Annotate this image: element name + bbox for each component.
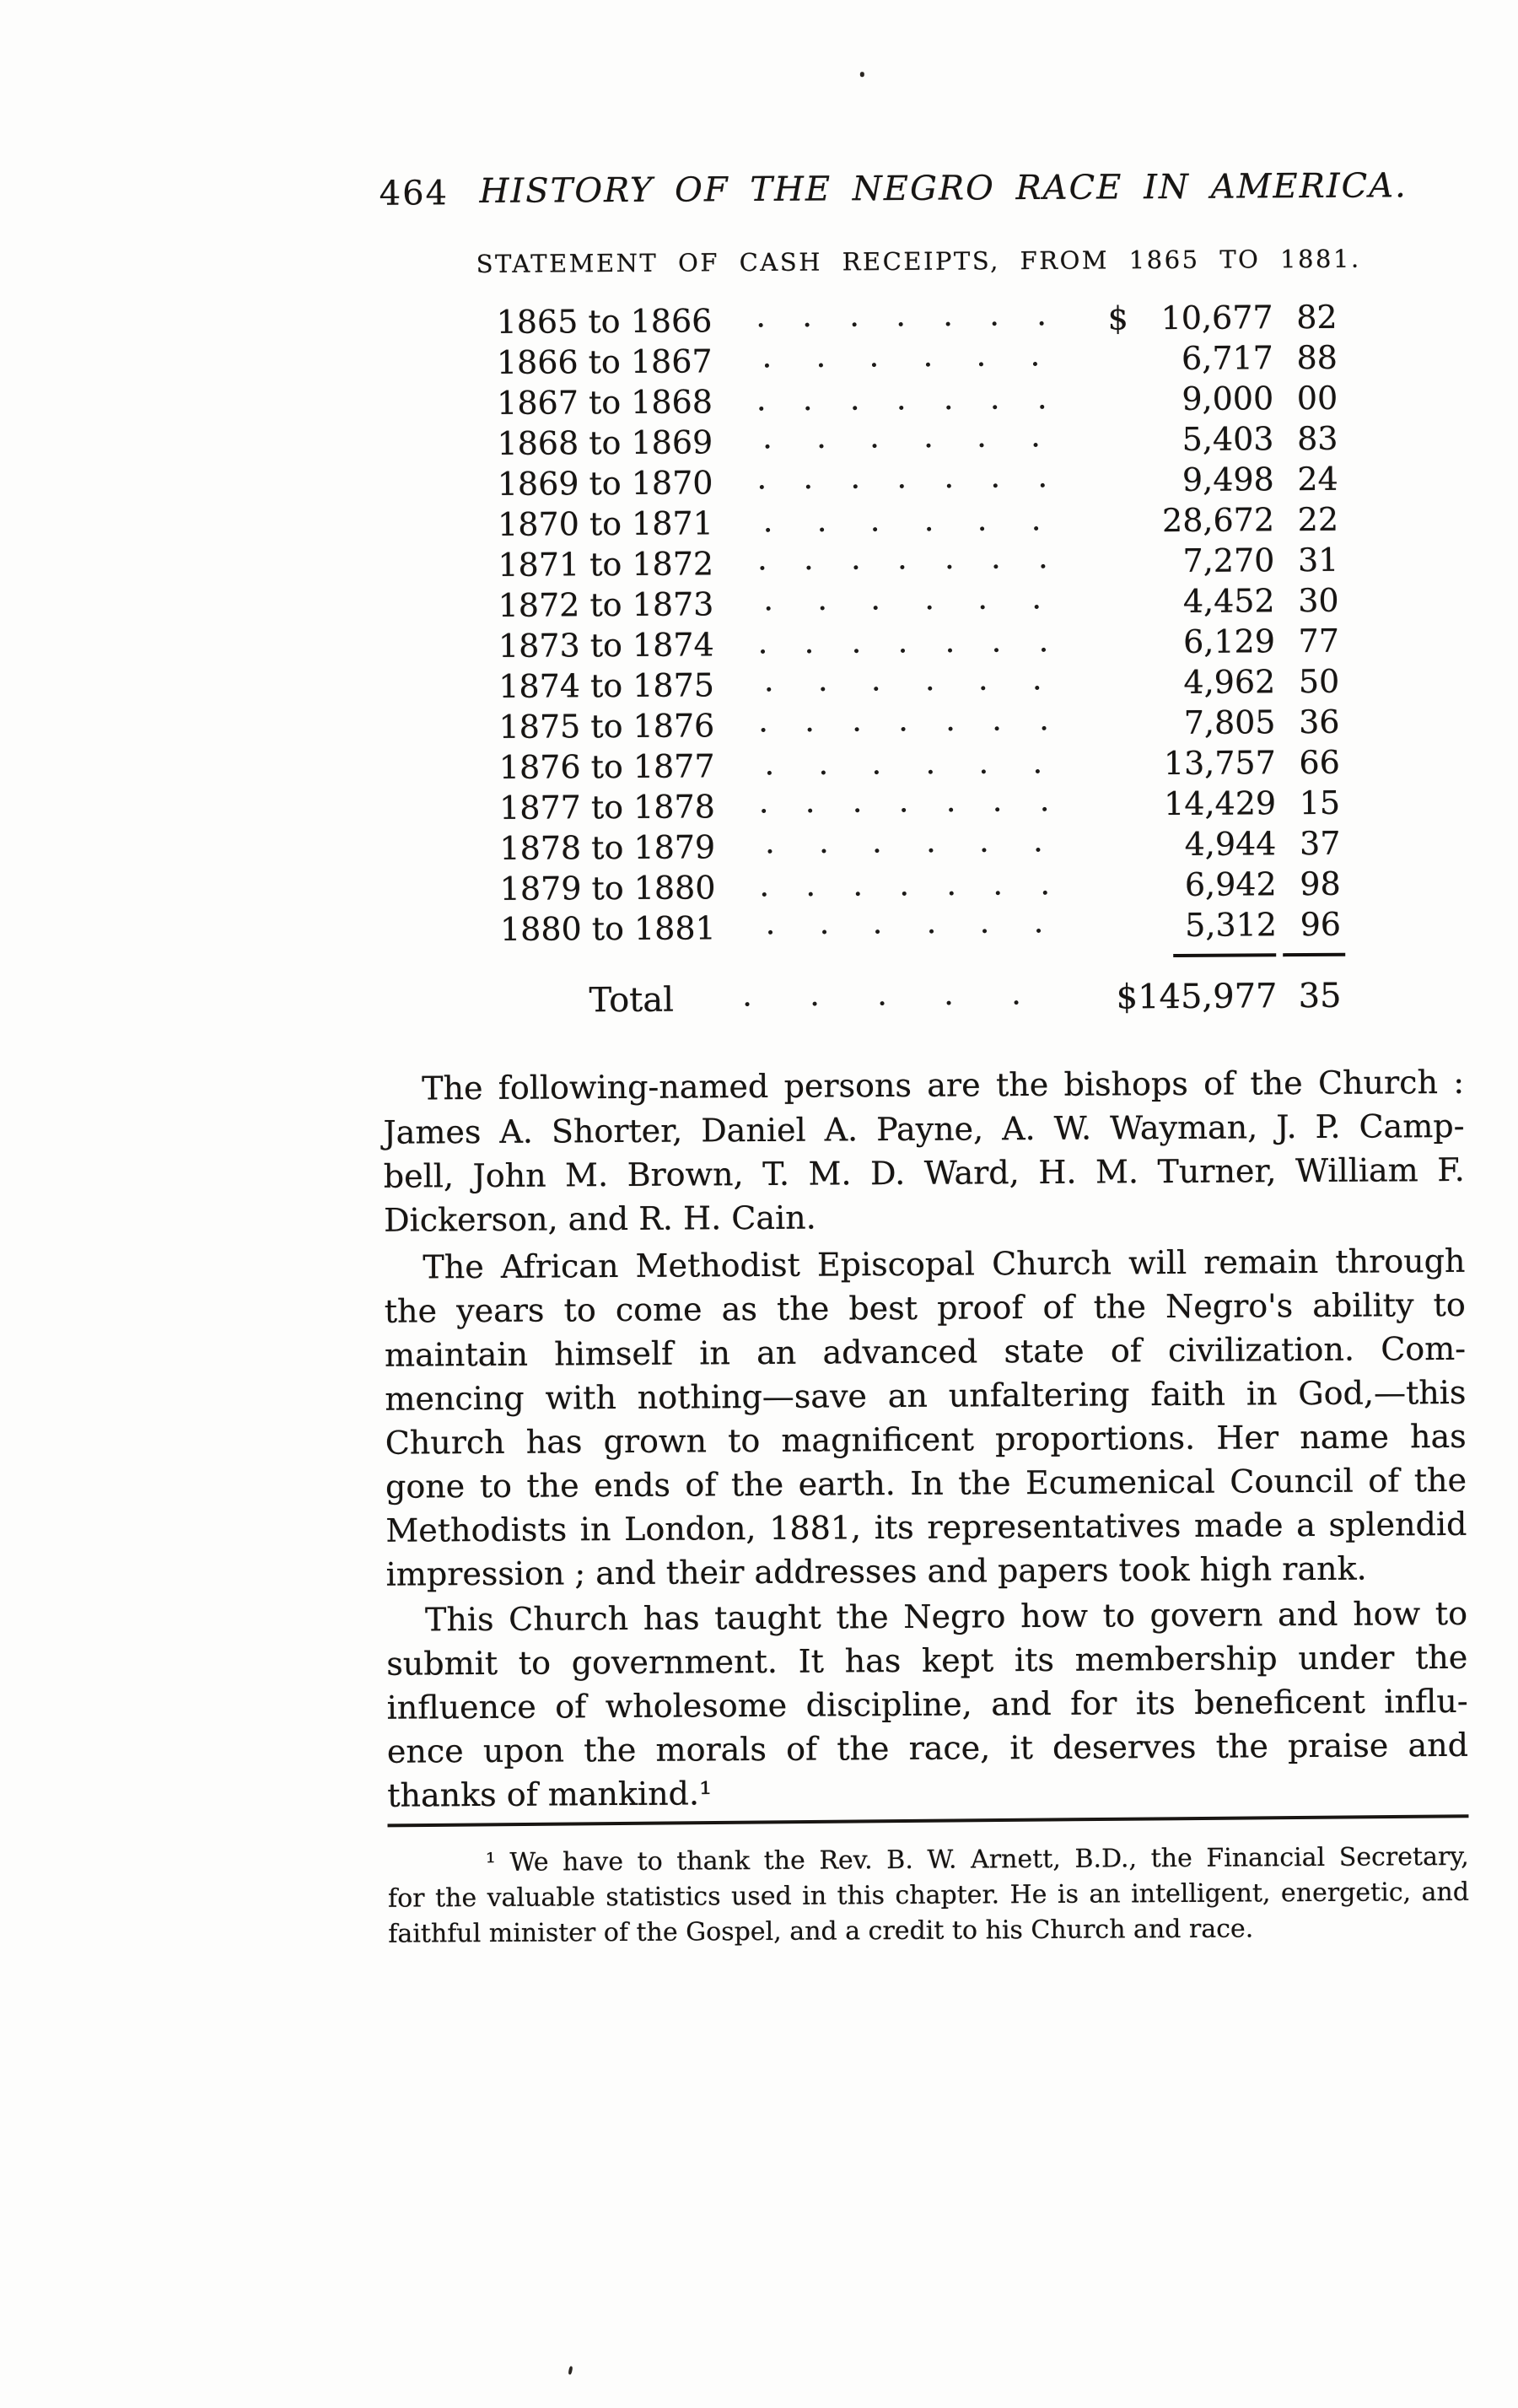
amount-dollars: 4,944: [1149, 825, 1276, 863]
scan-speck: [860, 72, 864, 77]
amount-dollars: 5,403: [1147, 420, 1273, 458]
table-row: [378, 298, 1459, 345]
dot-leader: [716, 402, 1086, 409]
amount-dollars: 4,962: [1149, 663, 1275, 701]
running-head: [378, 166, 1459, 215]
amount-dollars: 10,677: [1146, 299, 1273, 337]
text-line: Dickerson, and R. H. Cain.: [384, 1192, 1465, 1242]
text-line: submit to government. It has kept its membership under the: [386, 1635, 1467, 1686]
period-label: 1872 to 1873: [498, 585, 709, 624]
period-label: 1878 to 1879: [499, 828, 710, 867]
total-row: [382, 976, 1463, 1023]
text-line: James A. Shorter, Daniel A. Payne, A. W. Wayman, J. P. Camp-: [383, 1104, 1464, 1155]
footnote-line: ¹ We have to thank the Rev. B. W. Arnett, B.D., the Financial Secretary,: [388, 1840, 1469, 1882]
table-row: [381, 824, 1462, 871]
amount-dollars: 6,942: [1150, 865, 1277, 903]
amount-cents: 22: [1286, 501, 1338, 538]
running-title: HISTORY OF THE NEGRO RACE IN AMERICA.: [378, 166, 1459, 212]
text-line: bell, John M. Brown, T. M. D. Ward, H. M. Turner, William F.: [384, 1148, 1465, 1199]
amount-cents: 31: [1286, 541, 1338, 579]
dot-leader: [716, 362, 1086, 369]
paragraph-bishops: [383, 1060, 1465, 1242]
amount-dollars: 4,452: [1149, 582, 1275, 620]
table-row: [382, 865, 1463, 912]
table-row: [381, 784, 1462, 831]
amount-cents: 83: [1285, 420, 1338, 457]
footnote-line: faithful minister of the Gospel, and a credit to his Church and race.: [388, 1910, 1469, 1953]
text-line: Methodists in London, 1881, its representatives made a splendid: [385, 1502, 1467, 1553]
period-label: 1866 to 1867: [497, 342, 708, 381]
dot-leader: [718, 645, 1088, 652]
dot-leader: [682, 1000, 1082, 1007]
dot-leader: [719, 726, 1089, 733]
currency-symbol: $: [1107, 299, 1146, 337]
period-label: 1869 to 1870: [498, 464, 708, 503]
period-label: 1867 to 1868: [497, 383, 708, 422]
period-label: 1871 to 1872: [498, 545, 708, 584]
text-line: maintain himself in an advanced state of civilization. Com-: [385, 1327, 1466, 1377]
amount-dollars: 13,757: [1149, 744, 1276, 782]
period-label: 1874 to 1875: [498, 666, 709, 705]
period-label: 1876 to 1877: [499, 747, 710, 786]
dot-leader: [716, 321, 1086, 328]
text-line: impression ; and their addresses and papers took high rank.: [386, 1546, 1467, 1597]
amount-dollars: 5,312: [1150, 906, 1277, 944]
total-label: Total: [589, 981, 674, 1021]
period-label: 1880 to 1881: [500, 909, 711, 948]
amount-cents: 82: [1284, 299, 1337, 336]
text-line: mencing with nothing—save an unfaltering faith in God,—this: [385, 1371, 1466, 1421]
text-line: gone to the ends of the earth. In the Ecumenical Council of the: [385, 1458, 1467, 1509]
dot-leader: [717, 443, 1087, 450]
text-line: The following-named persons are the bishops of the Church :: [383, 1060, 1464, 1111]
total-dollars: $145,977: [1098, 977, 1277, 1016]
statement-title: STATEMENT OF CASH RECEIPTS, FROM 1865 TO 1881.: [378, 244, 1459, 279]
dot-leader: [717, 524, 1087, 531]
amount-dollars: 14,429: [1149, 784, 1276, 822]
amount-cents: 50: [1287, 663, 1339, 700]
table-row: [379, 338, 1460, 385]
amount-dollars: 28,672: [1148, 501, 1274, 539]
table-row: [379, 379, 1460, 426]
amount-cents: 15: [1288, 784, 1340, 822]
period-label: 1879 to 1880: [500, 869, 711, 908]
amount-dollars: 6,717: [1147, 339, 1273, 377]
dot-leader: [719, 848, 1089, 854]
total-cents: 35: [1289, 977, 1341, 1015]
amount-dollars: 6,129: [1149, 622, 1275, 660]
amount-cents: 66: [1288, 744, 1340, 781]
amount-dollars: 7,805: [1149, 703, 1275, 741]
amount-dollars: 9,000: [1147, 380, 1273, 417]
period-label: 1873 to 1874: [498, 626, 709, 665]
dot-leader: [717, 564, 1087, 571]
text-line: Church has grown to magnificent proportions. Her name has: [385, 1414, 1467, 1465]
dot-leader: [719, 929, 1090, 935]
cash-receipts-table: [378, 298, 1463, 1023]
paragraph-church-legacy: [384, 1239, 1467, 1597]
dot-leader: [719, 767, 1089, 773]
text-line: The African Methodist Episcopal Church will remain through: [384, 1239, 1465, 1290]
rule-segment-dollars: [1173, 953, 1276, 957]
text-line: ence upon the morals of the race, it deserves the praise and: [387, 1723, 1468, 1774]
table-row: [382, 905, 1463, 952]
table-row: [381, 743, 1462, 790]
period-label: 1875 to 1876: [498, 707, 709, 746]
amount-cents: 30: [1287, 582, 1339, 619]
text-line: This Church has taught the Negro how to govern and how to: [386, 1592, 1467, 1642]
amount-cents: 96: [1289, 906, 1341, 943]
dot-leader: [718, 605, 1088, 611]
period-label: 1865 to 1866: [496, 302, 707, 341]
period-label: 1868 to 1869: [497, 423, 708, 462]
amount-dollars: 7,270: [1148, 541, 1274, 579]
table-row: [380, 581, 1461, 628]
text-line: thanks of mankind.¹: [387, 1767, 1468, 1818]
table-row: [380, 460, 1461, 507]
table-row: [380, 662, 1461, 709]
dot-leader: [719, 888, 1090, 895]
table-row: [379, 419, 1460, 466]
table-row: [380, 622, 1461, 669]
amount-cents: 24: [1286, 461, 1338, 498]
paragraph-church-teaching: [386, 1592, 1469, 1818]
footnote: [388, 1840, 1470, 1953]
amount-cents: 88: [1285, 339, 1338, 376]
total-rule: [382, 952, 1463, 962]
amount-cents: 00: [1285, 380, 1338, 417]
table-row: [380, 703, 1461, 750]
text-line: influence of wholesome discipline, and for its beneficent influ-: [386, 1679, 1467, 1730]
table-row: [380, 500, 1461, 547]
table-row: [380, 541, 1461, 588]
amount-cents: 37: [1288, 825, 1340, 862]
dot-leader: [718, 686, 1088, 692]
page-number: 464: [380, 174, 449, 213]
dot-leader: [719, 807, 1089, 814]
text-line: the years to come as the best proof of the Negro's ability to: [385, 1283, 1466, 1333]
amount-cents: 98: [1289, 865, 1341, 902]
amount-dollars: 9,498: [1148, 461, 1274, 498]
footnote-line: for the valuable statistics used in this chapter. He is an intelligent, energetic, and: [388, 1875, 1469, 1917]
page-content: [376, 0, 1472, 2406]
period-label: 1870 to 1871: [498, 504, 708, 543]
rule-segment-cents: [1283, 953, 1345, 956]
period-label: 1877 to 1878: [499, 788, 710, 827]
dot-leader: [717, 483, 1087, 490]
amount-cents: 36: [1287, 703, 1339, 741]
amount-cents: 77: [1287, 622, 1339, 660]
